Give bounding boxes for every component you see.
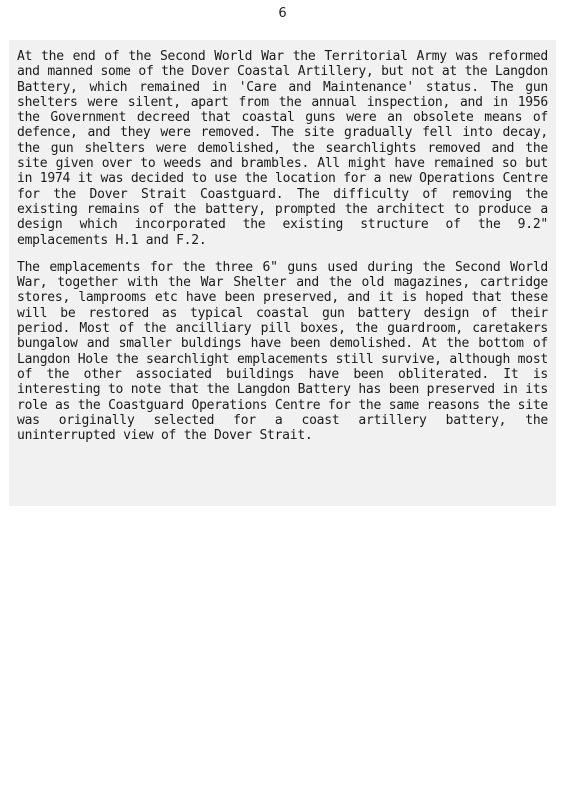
page-number: 6 bbox=[278, 6, 287, 21]
body-text-block bbox=[9, 40, 556, 506]
paragraph-2: The emplacements for the three 6" guns used during the Second World War, together with the War Shelter and the old magazines, cartridge stores, lamprooms etc have been preserved, and it is hoped that these will be restored as typical coastal gun battery design of their period. Most of the ancilliary pill boxes, the guardroom, caretakers bungalow and smaller buldings have been demolished. At the bottom of Langdon Hole the searchlight emplacements still survive, although most of the other associated buildings have been obliterated. It is interesting to note that the Langdon Battery has been preserved in its role as the Coastguard Operations Centre for the same reasons the site was originally selected for a coast artillery battery, the uninterrupted view of the Dover Strait. bbox=[17, 259, 548, 444]
paragraph-1: At the end of the Second World War the Territorial Army was reformed and manned some of the Dover Coastal Artillery, but not at the Langdon Battery, which remained in 'Care and Maintenance' status. The gun shelters were silent, apart from the annual inspection, and in 1956 the Government decreed that coastal guns were an obsolete means of defence, and they were removed. The site gradually fell into decay, the gun shelters were demolished, the searchlights removed and the site given over to weeds and brambles. All might have remained so but in 1974 it was decided to use the location for a new Operations Centre for the Dover Strait Coastguard. The difficulty of removing the existing remains of the battery, prompted the architect to produce a design which incorporated the existing structure of the 9.2" emplacements H.1 and F.2. bbox=[17, 49, 548, 248]
